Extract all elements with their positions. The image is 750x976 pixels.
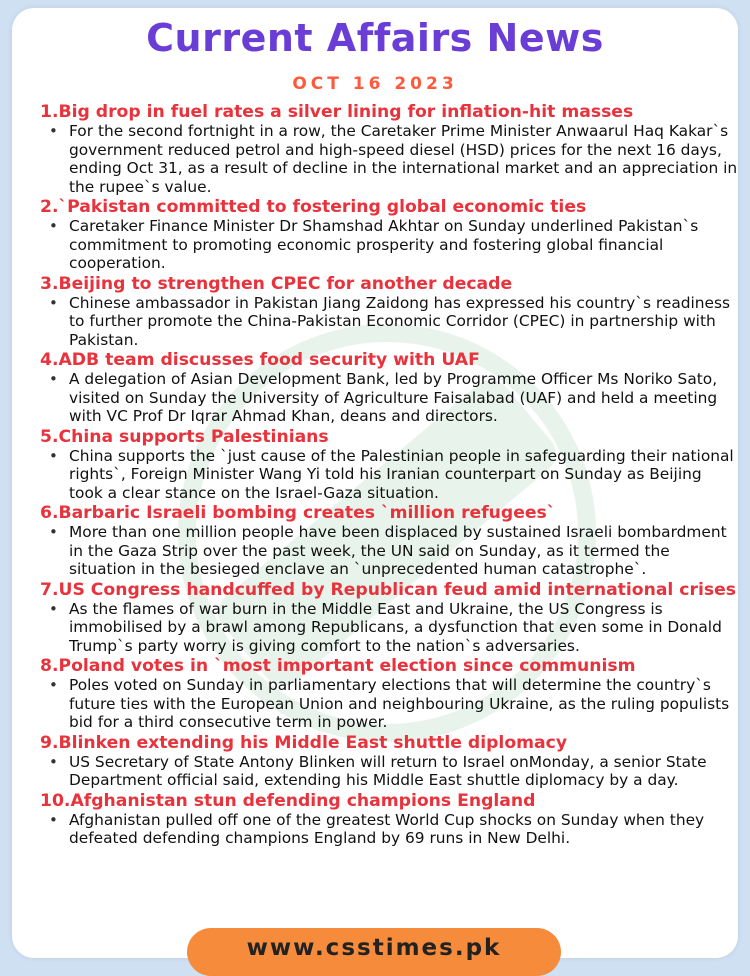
news-headline: 9.Blinken extending his Middle East shuttle diplomacy <box>40 732 568 753</box>
news-body: Chinese ambassador in Pakistan Jiang Zaidong has expressed his country`s readiness to further promote the China-Pakistan Economic Corridor (CPEC) in partnership with Pakistan. <box>69 293 731 349</box>
news-headline: 3.Beijing to strengthen CPEC for another decade <box>40 273 513 294</box>
news-body: A delegation of Asian Development Bank, led by Programme Officer Ms Noriko Sato, visited on Sunday the University of Agriculture Faisalabad (UAF) and held a meeting with VC Prof Dr Iqrar Ahmad Khan, deans and directors. <box>69 370 718 425</box>
news-item <box>40 350 740 426</box>
bullet-icon: • <box>49 523 58 541</box>
news-body: China supports the `just cause of the Palestinian people in safeguarding their national rights`, Foreign Minister Wang Yi told his Iranian counterpart on Sunday as Beijing took a clear stance on the Israel-Gaza situation. <box>69 446 734 502</box>
news-headline: 4.ADB team discusses food security with UAF <box>40 350 480 370</box>
news-item <box>40 274 740 350</box>
news-item <box>40 197 740 273</box>
news-item <box>40 427 740 503</box>
news-headline: 1.Big drop in fuel rates a silver lining for inflation-hit masses <box>40 102 634 122</box>
news-body: For the second fortnight in a row, the Caretaker Prime Minister Anwaarul Haq Kakar`s government reduced petrol and high-speed diesel (HSD) prices for the next 16 days, ending Oct 31, as a result of decline in the international market and an appreciation in the rupee`s value. <box>69 122 738 196</box>
news-headline: 10.Afghanistan stun defending champions England <box>40 790 536 811</box>
bullet-icon: • <box>49 599 58 618</box>
news-item <box>40 791 740 848</box>
news-headline: 5.China supports Palestinians <box>40 426 329 447</box>
bullet-icon: • <box>49 446 58 465</box>
news-item <box>40 102 740 196</box>
news-item <box>40 656 740 732</box>
news-body: Poles voted on Sunday in parliamentary elections that will determine the country`s future ties with the European Union and neighbouring Ukraine, as the ruling populists bid for a third consecutive term in power. <box>69 676 730 731</box>
bullet-icon: • <box>49 293 58 312</box>
news-item <box>40 580 740 656</box>
bullet-icon: • <box>49 217 58 235</box>
bullet-icon: • <box>49 810 58 829</box>
news-list <box>40 102 740 849</box>
bullet-icon: • <box>49 752 58 771</box>
website-link[interactable]: www.csstimes.pk <box>187 928 561 976</box>
news-card <box>12 8 738 958</box>
news-body: As the flames of war burn in the Middle East and Ukraine, the US Congress is immobilised by a brawl among Republicans, a dysfunction that even some in Donald Trump`s party worry is giving comfort to the nation`s adversaries. <box>69 599 722 655</box>
news-body: US Secretary of State Antony Blinken will return to Israel onMonday, a senior State Department official said, extending his Middle East shuttle diplomacy by a day. <box>69 752 707 789</box>
news-headline: 6.Barbaric Israeli bombing creates `million refugees` <box>40 503 556 523</box>
bullet-icon: • <box>49 370 58 388</box>
bullet-icon: • <box>49 122 58 140</box>
page-date: OCT 16 2023 <box>292 74 458 94</box>
news-headline: 7.US Congress handcuffed by Republican feud amid international crises <box>40 579 736 600</box>
page-title: Current Affairs News <box>146 16 604 60</box>
news-body: Afghanistan pulled off one of the greatest World Cup shocks on Sunday when they defeated defending champions England by 69 runs in New Delhi. <box>69 810 705 847</box>
news-headline: 2.`Pakistan committed to fostering global economic ties <box>40 197 587 217</box>
news-headline: 8.Poland votes in `most important election since communism <box>40 656 636 676</box>
news-body: Caretaker Finance Minister Dr Shamshad Akhtar on Sunday underlined Pakistan`s commitment to promoting economic prosperity and fostering global financial cooperation. <box>69 217 699 272</box>
news-item <box>40 733 740 790</box>
news-body: More than one million people have been displaced by sustained Israeli bombardment in the Gaza Strip over the past week, the UN said on Sunday, as it termed the situation in the besieged enclave an `unprecedented human catastrophe`. <box>69 523 727 578</box>
bullet-icon: • <box>49 676 58 694</box>
news-item <box>40 503 740 579</box>
